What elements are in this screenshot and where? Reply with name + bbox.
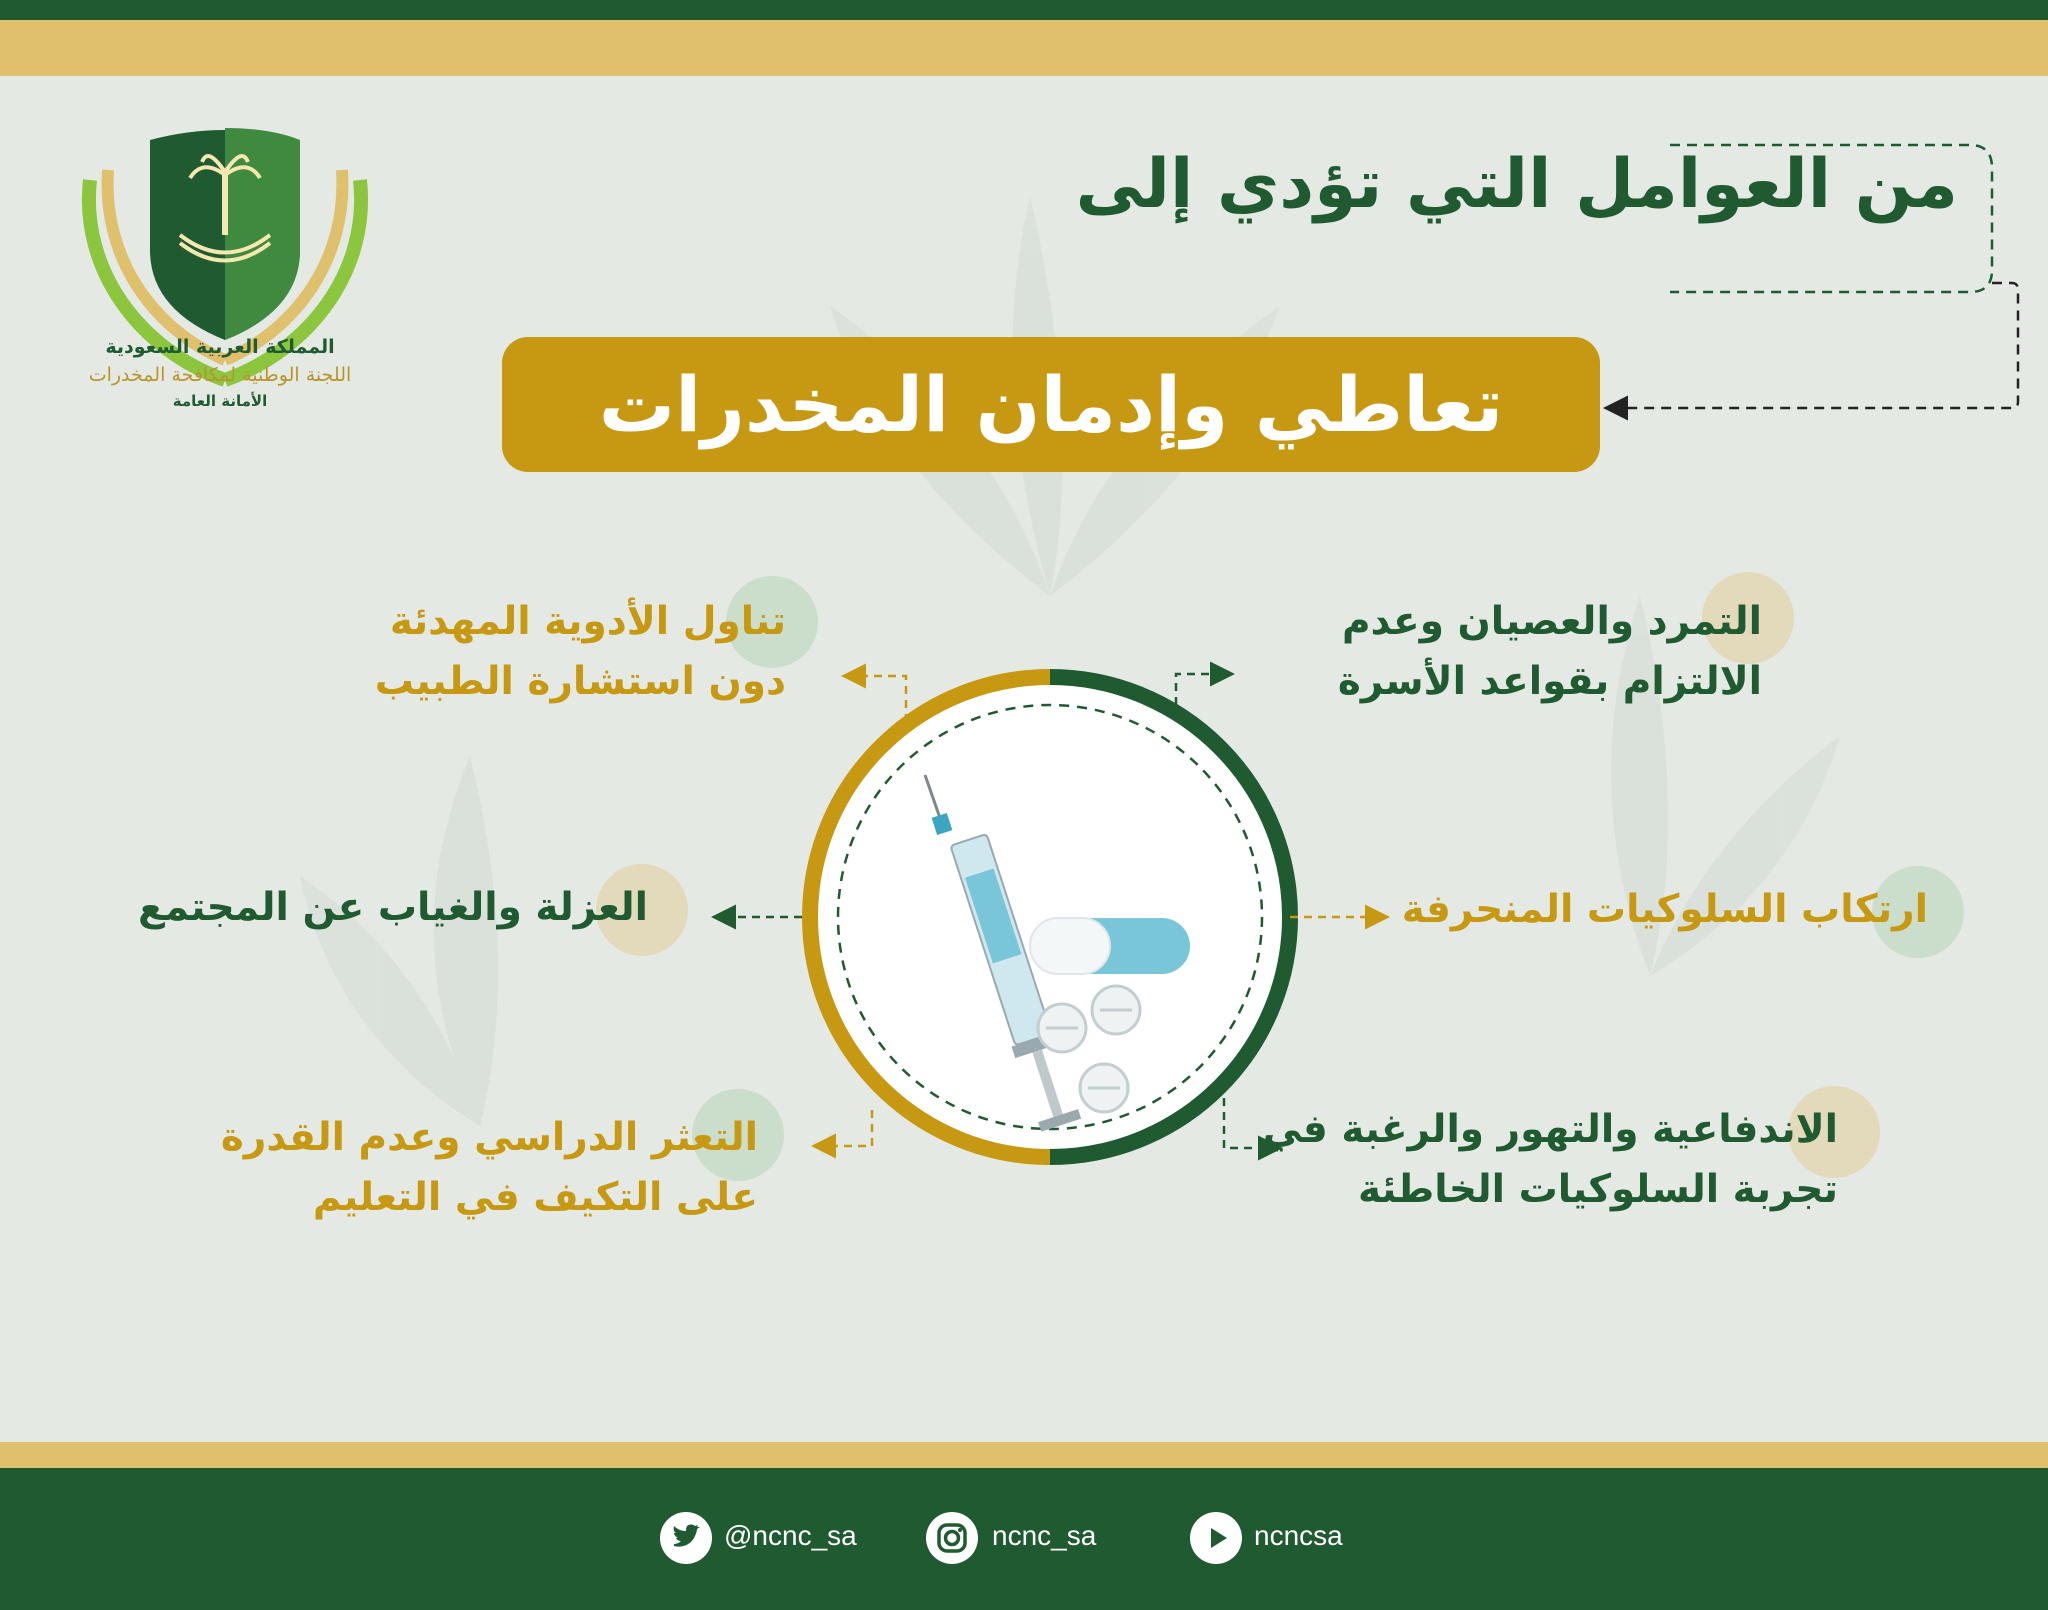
social-youtube[interactable]: [1190, 1512, 1410, 1566]
factor-rebellion-line2: الالتزام بقواعد الأسرة: [1337, 659, 1762, 704]
page-heading: من العوامل التي تؤدي إلى: [1075, 145, 1958, 224]
logo-committee-name: اللجنة الوطنية لمكافحة المخدرات: [88, 364, 352, 386]
factor-academic-failure-line1: التعثر الدراسي وعدم القدرة: [220, 1115, 758, 1160]
logo-secretariat: الأمانة العامة: [172, 392, 268, 410]
banner-title: تعاطي وإدمان المخدرات: [598, 360, 1504, 449]
social-instagram-label: ncnc_sa: [992, 1520, 1097, 1551]
youtube-icon: [1190, 1512, 1242, 1564]
social-twitter-label: @ncnc_sa: [724, 1520, 857, 1551]
social-youtube-label: ncncsa: [1254, 1520, 1343, 1551]
factor-academic-failure-line2: على التكيف في التعليم: [312, 1175, 758, 1220]
factor-academic-failure: [221, 1108, 758, 1228]
social-twitter[interactable]: [660, 1512, 900, 1566]
heading-dashed-frame: [1608, 145, 2018, 408]
factor-deviant-behavior: [1402, 880, 1928, 940]
factor-deviant-behavior-line1: ارتكاب السلوكيات المنحرفة: [1401, 887, 1928, 932]
factor-rebellion: [1338, 592, 1762, 712]
factor-sedatives: [375, 592, 786, 712]
instagram-icon: [926, 1512, 978, 1564]
logo-kingdom-name: المملكة العربية السعودية: [105, 336, 335, 358]
factor-impulsiveness: [1263, 1100, 1838, 1220]
factor-impulsiveness-line2: تجربة السلوكيات الخاطئة: [1357, 1167, 1838, 1212]
factor-isolation: [138, 878, 648, 938]
factor-isolation-line1: العزلة والغياب عن المجتمع: [137, 885, 648, 930]
factor-rebellion-line1: التمرد والعصيان وعدم: [1341, 599, 1762, 644]
factor-impulsiveness-line1: الاندفاعية والتهور والرغبة في: [1262, 1107, 1838, 1152]
factor-sedatives-line2: دون استشارة الطبيب: [374, 659, 786, 704]
twitter-icon: [660, 1512, 712, 1564]
social-instagram[interactable]: [926, 1512, 1156, 1566]
factor-sedatives-line1: تناول الأدوية المهدئة: [389, 599, 786, 644]
